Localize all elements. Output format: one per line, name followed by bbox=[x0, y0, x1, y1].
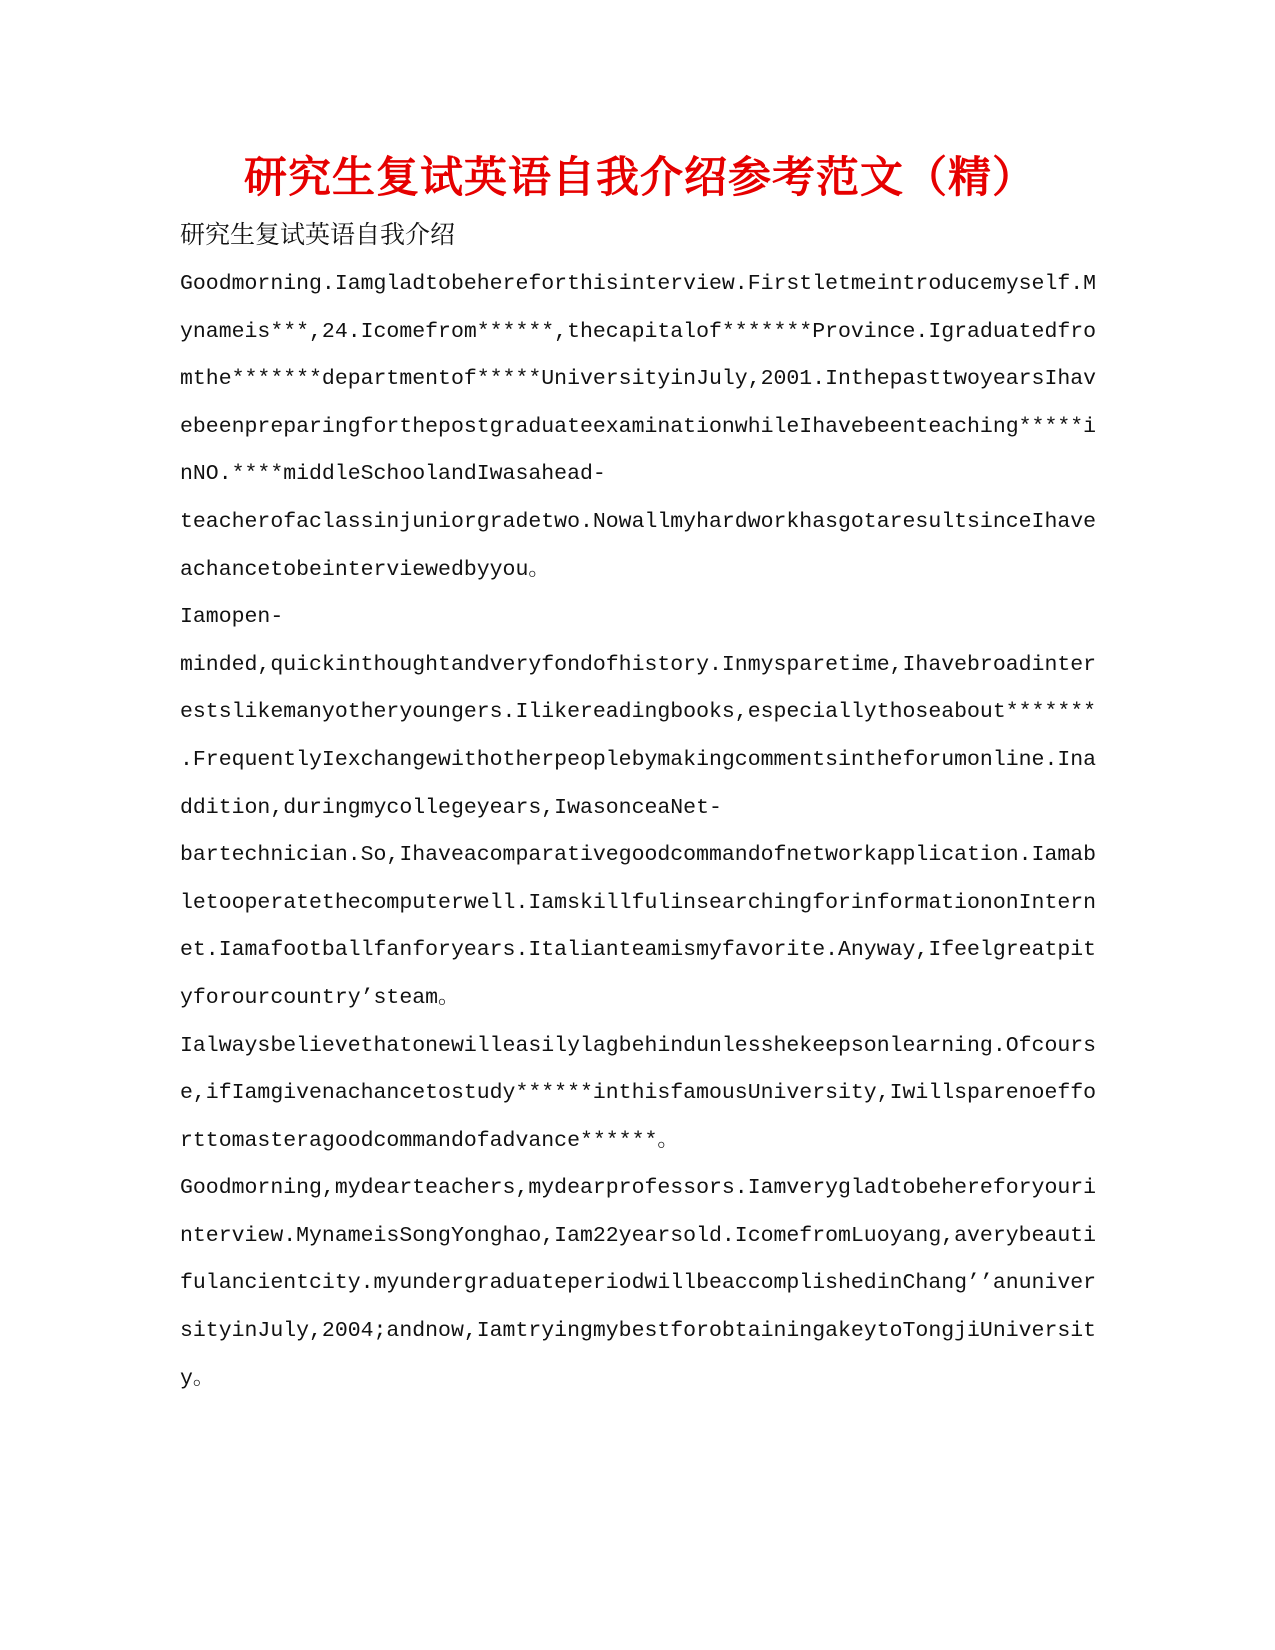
text-line: minded,quickinthoughtandveryfondofhistory.Inmysparetime,Ihavebroadinter bbox=[180, 652, 1097, 677]
text-line: nterview.MynameisSongYonghao,Iam22yearsold.IcomefromLuoyang,averybeauti bbox=[180, 1223, 1097, 1248]
text-line: mthe*******departmentof*****UniversityinJuly,2001.InthepasttwoyearsIhav bbox=[180, 367, 1097, 392]
text-line: et.Iamafootballfanforyears.Italianteamismyfavorite.Anyway,Ifeelgreatpit bbox=[180, 938, 1097, 963]
text-line: achancetobeinterviewedbyyou。 bbox=[180, 557, 550, 582]
text-line: letooperatethecomputerwell.IamskillfulinsearchingforinformationonIntern bbox=[180, 890, 1097, 915]
document-body bbox=[180, 261, 1102, 1403]
text-line: Iamopen- bbox=[180, 605, 284, 630]
text-line: Goodmorning.Iamgladtobehereforthisinterview.Firstletmeintroducemyself.M bbox=[180, 272, 1097, 296]
text-line: sityinJuly,2004;andnow,IamtryingmybestforobtainingakeytoTongjiUniversit bbox=[180, 1319, 1097, 1344]
text-line: estslikemanyotheryoungers.Ilikereadingbooks,especiallythoseabout******* bbox=[180, 700, 1097, 725]
text-line: Goodmorning,mydearteachers,mydearprofessors.Iamverygladtobehereforyouri bbox=[180, 1176, 1097, 1201]
text-line: bartechnician.So,Ihaveacomparativegoodcommandofnetworkapplication.Iamab bbox=[180, 843, 1097, 868]
text-line: ddition,duringmycollegeyears,IwasonceaNet- bbox=[180, 795, 722, 820]
text-line: yforourcountry’steam。 bbox=[180, 985, 460, 1010]
text-line: ynameis***,24.Icomefrom******,thecapitalof*******Province.Igraduatedfro bbox=[180, 319, 1097, 344]
page-title: 研究生复试英语自我介绍参考范文（精） bbox=[244, 155, 1036, 202]
text-line: rttomasteragoodcommandofadvance******。 bbox=[180, 1128, 679, 1153]
text-line: e,ifIamgivenachancetostudy******inthisfamousUniversity,Iwillsparenoeffo bbox=[180, 1081, 1097, 1106]
text-line: y。 bbox=[180, 1366, 215, 1391]
text-line: fulancientcity.myundergraduateperiodwillbeaccomplishedinChang’’anuniver bbox=[180, 1271, 1097, 1296]
text-line: Ialwaysbelievethatonewilleasilylagbehindunlesshekeepsonlearning.Ofcours bbox=[180, 1033, 1097, 1058]
page-subtitle: 研究生复试英语自我介绍 bbox=[180, 222, 456, 249]
text-line: ebeenpreparingforthepostgraduateexaminationwhileIhavebeenteaching*****i bbox=[180, 414, 1097, 439]
text-line: nNO.****middleSchoolandIwasahead- bbox=[180, 462, 606, 487]
text-line: .FrequentlyIexchangewithotherpeoplebymakingcommentsintheforumonline.Ina bbox=[180, 747, 1097, 772]
text-line: teacherofaclassinjuniorgradetwo.NowallmyhardworkhasgotaresultsinceIhave bbox=[180, 509, 1097, 534]
